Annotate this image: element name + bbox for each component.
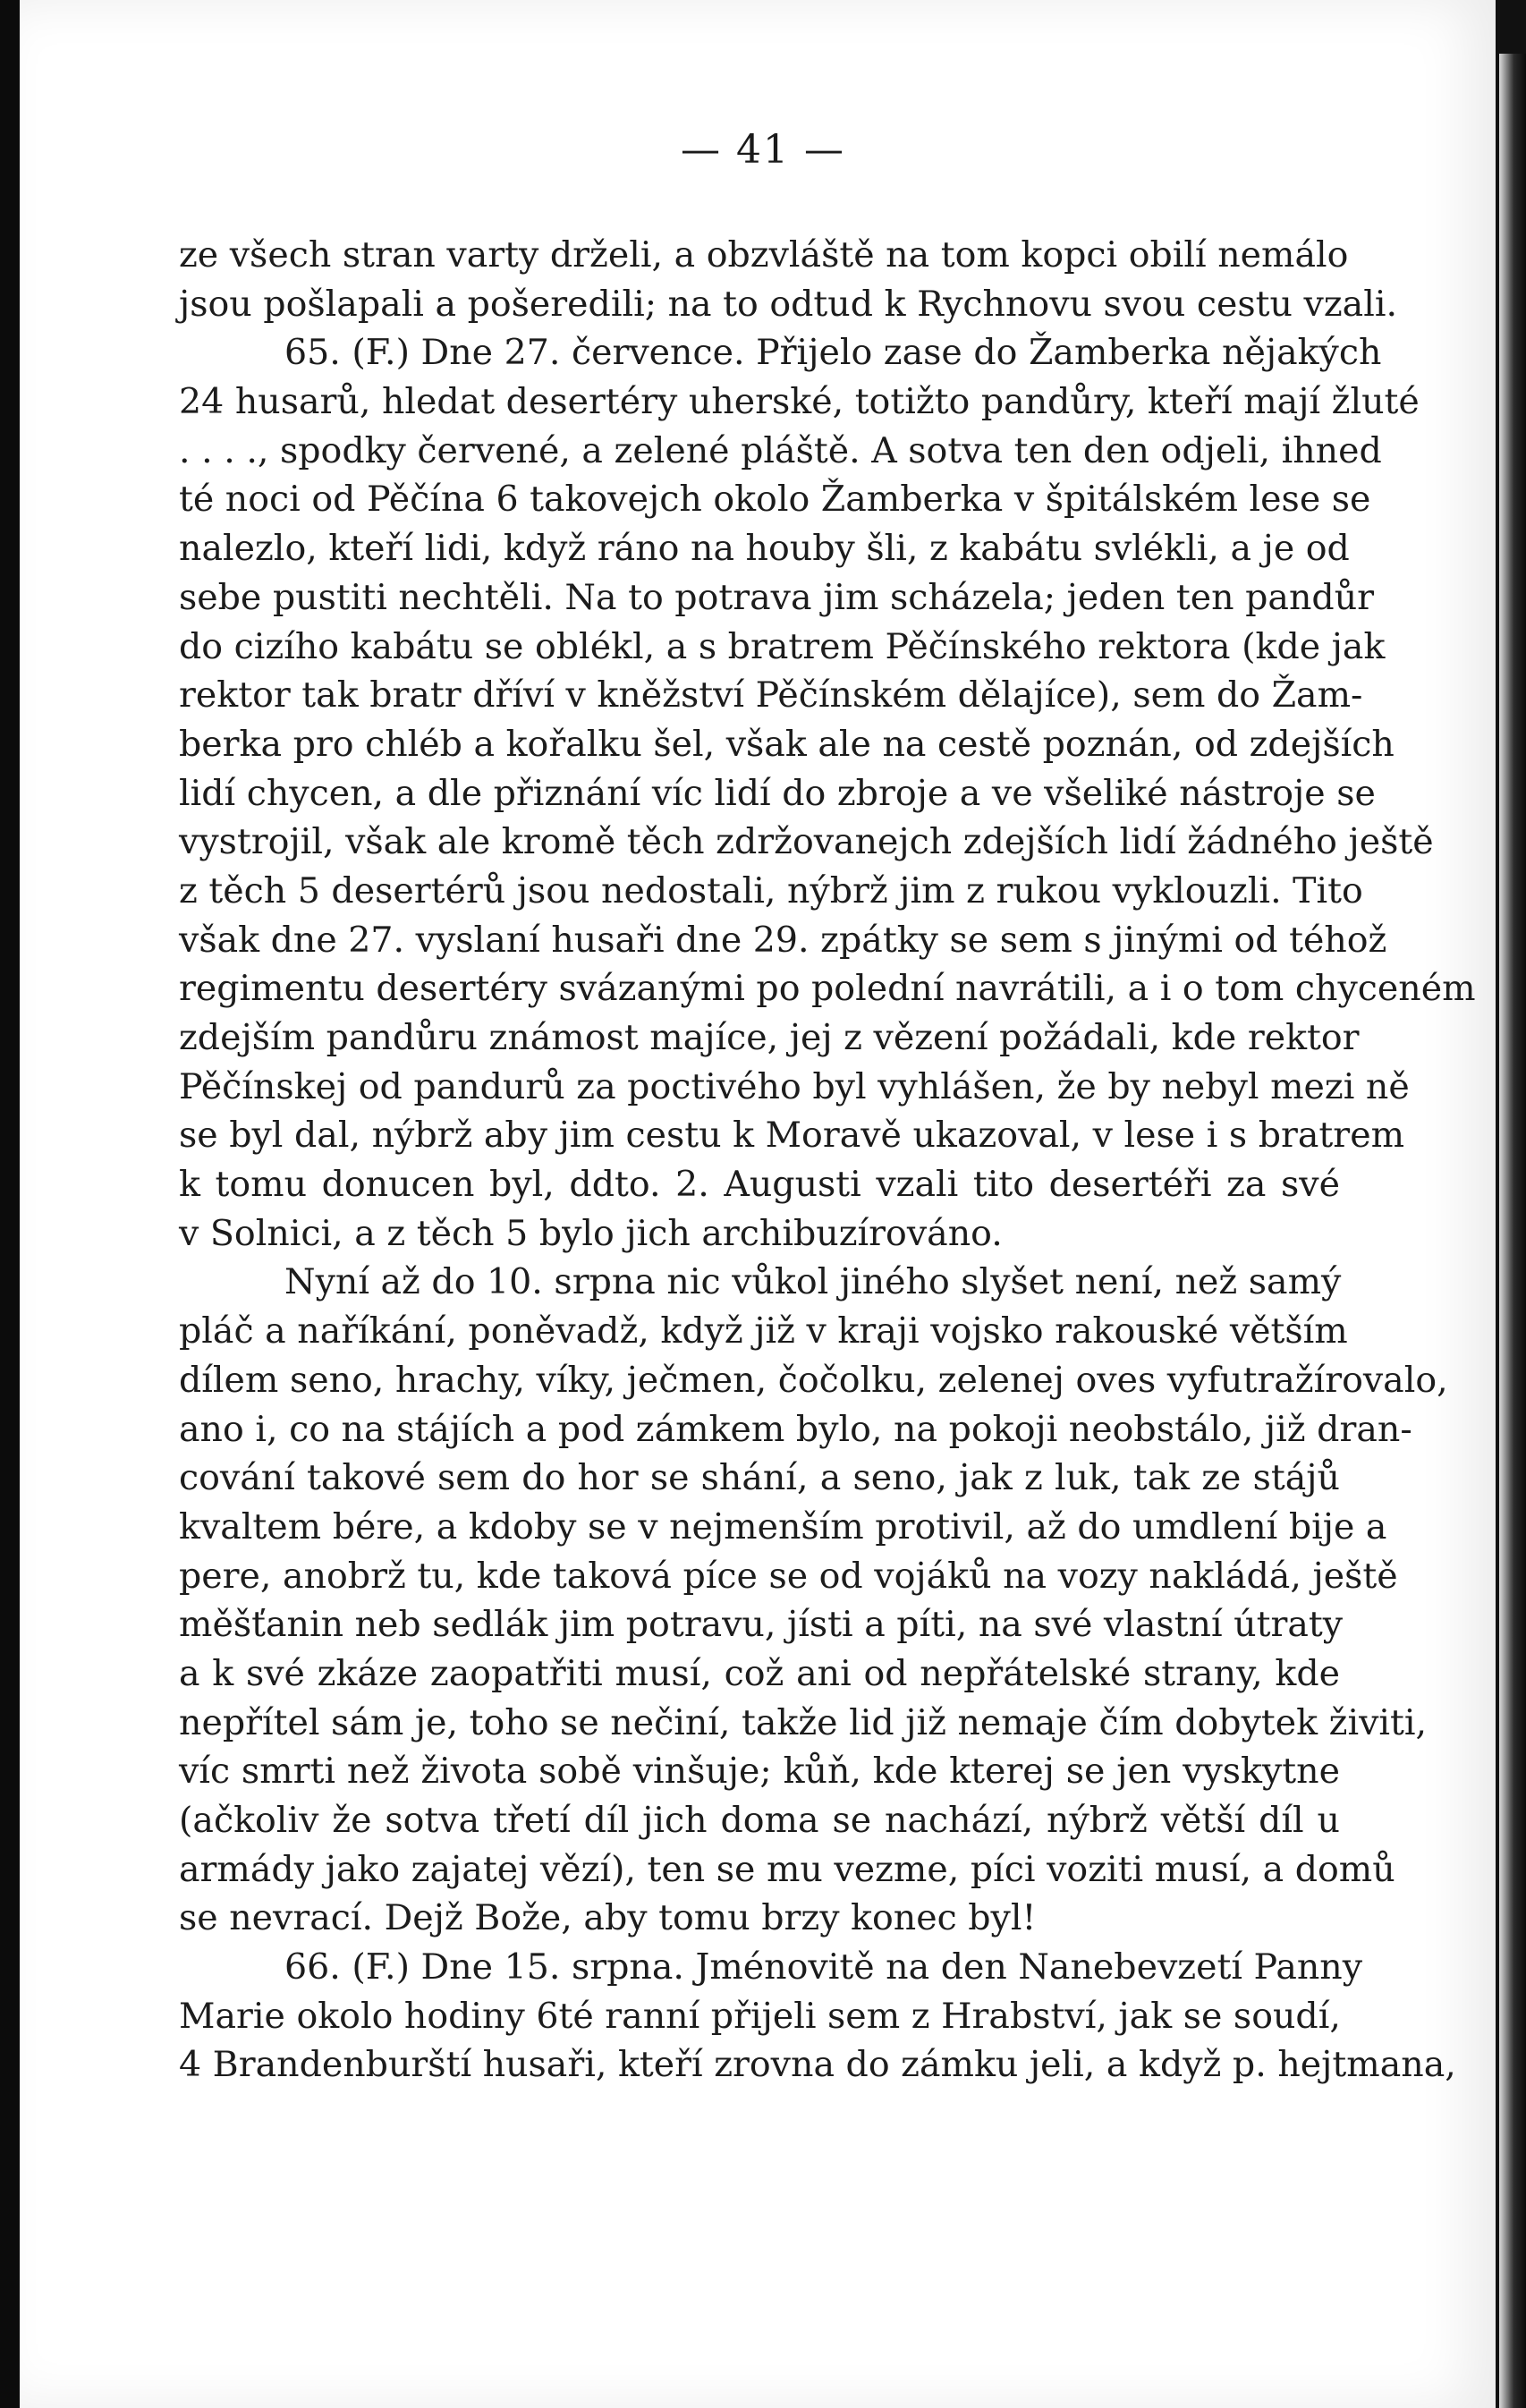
text-line: se nevrací. Dejž Bože, aby tomu brzy konec byl! xyxy=(179,1897,1037,1939)
text-line: a k své zkáze zaopatřiti musí, což ani od nepřátelské strany, kde xyxy=(179,1652,1340,1694)
text-line: 66. (F.) Dne 15. srpna. Jménovitě na den Nanebevzetí Panny xyxy=(284,1946,1363,1988)
text-line: nepřítel sám je, toho se nečiní, takže lid již nemaje čím dobytek živiti, xyxy=(179,1701,1428,1743)
text-line: nalezlo, kteří lidi, když ráno na houby šli, z kabátu svlékli, a je od xyxy=(179,528,1350,570)
text-line: 65. (F.) Dne 27. července. Přijelo zase do Žamberka nějakých xyxy=(284,332,1382,374)
text-line: do cizího kabátu se oblékl, a s bratrem Pěčínského rektora (kde jak xyxy=(179,625,1386,667)
text-line: 24 husarů, hledat desertéry uherské, totižto pandůry, kteří mají žluté xyxy=(179,381,1420,423)
text-line: víc smrti než života sobě vinšuje; kůň, kde kterej se jen vyskytne xyxy=(179,1751,1340,1793)
text-line: té noci od Pěčína 6 takovejch okolo Žamberka v špitálském lese se xyxy=(179,479,1371,521)
text-line: dílem seno, hrachy, víky, ječmen, čočolku, zelenej oves vyfutražírovalo, xyxy=(179,1359,1448,1401)
text-line: z těch 5 desertérů jsou nedostali, nýbrž jim z rukou vyklouzli. Tito xyxy=(179,869,1363,911)
text-line: ze všech stran varty drželi, a obzvláště na tom kopci obilí nemálo xyxy=(179,234,1349,276)
page-edge-shadow xyxy=(1499,54,1526,2408)
text-line: ano i, co na stájích a pod zámkem bylo, na pokoji neobstálo, již dran- xyxy=(179,1408,1412,1450)
text-line: se byl dal, nýbrž aby jim cestu k Moravě ukazoval, v lese i s bratrem xyxy=(179,1115,1405,1157)
text-line: však dne 27. vyslaní husaři dne 29. zpátky se sem s jinými od téhož xyxy=(179,919,1387,961)
text-line: v Solnici, a z těch 5 bylo jich archibuzírováno. xyxy=(179,1212,1003,1254)
text-line: berka pro chléb a kořalku šel, však ale na cestě poznán, od zdejších xyxy=(179,723,1395,765)
text-line: cování takové sem do hor se shání, a seno, jak z luk, tak ze stájů xyxy=(179,1457,1340,1499)
text-line: sebe pustiti nechtěli. Na to potrava jim scházela; jeden ten pandůr xyxy=(179,576,1375,618)
text-line: vystrojil, však ale kromě těch zdržovanejch zdejších lidí žádného ještě xyxy=(179,821,1434,863)
text-line: . . . ., spodky červené, a zelené pláště. A sotva ten den odjeli, ihned xyxy=(179,429,1382,471)
page-number: — 41 — xyxy=(681,127,845,173)
text-line: kvaltem bére, a kdoby se v nejmenším protivil, až do umdlení bije a xyxy=(179,1505,1387,1547)
text-line: rektor tak bratr dříví v kněžství Pěčínském dělajíce), sem do Žam- xyxy=(179,674,1363,716)
text-line: lidí chycen, a dle přiznání víc lidí do zbroje a ve všeliké nástroje se xyxy=(179,772,1376,814)
left-scan-border xyxy=(0,0,20,2408)
text-line: k tomu donucen byl, ddto. 2. Augusti vzali tito desertéři za své xyxy=(179,1164,1340,1206)
body-text xyxy=(179,231,1476,2090)
text-line: 4 Brandenburští husaři, kteří zrovna do zámku jeli, a když p. hejtmana, xyxy=(179,2044,1456,2086)
text-line: pláč a naříkání, poněvadž, když již v kraji vojsko rakouské větším xyxy=(179,1310,1348,1352)
text-line: měšťanin neb sedlák jim potravu, jísti a píti, na své vlastní útraty xyxy=(179,1604,1344,1646)
text-line: pere, anobrž tu, kde taková píce se od vojáků na vozy nakládá, ještě xyxy=(179,1555,1398,1597)
text-line: Nyní až do 10. srpna nic vůkol jiného slyšet není, než samý xyxy=(284,1261,1342,1303)
text-line: armády jako zajatej vězí), ten se mu vezme, píci voziti musí, a domů xyxy=(179,1848,1395,1890)
text-line: Pěčínskej od pandurů za poctivého byl vyhlášen, že by nebyl mezi ně xyxy=(179,1065,1410,1107)
text-line: jsou pošlapali a pošeredili; na to odtud k Rychnovu svou cestu vzali. xyxy=(179,283,1398,325)
text-line: zdejším pandůru známost majíce, jej z vězení požádali, kde rektor xyxy=(179,1017,1360,1058)
text-line: (ačkoliv že sotva třetí díl jich doma se nachází, nýbrž větší díl u xyxy=(179,1800,1340,1841)
text-line: Marie okolo hodiny 6té ranní přijeli sem z Hrabství, jak se soudí, xyxy=(179,1995,1341,2037)
text-line: regimentu desertéry svázanými po polední navrátili, a i o tom chyceném xyxy=(179,968,1476,1010)
